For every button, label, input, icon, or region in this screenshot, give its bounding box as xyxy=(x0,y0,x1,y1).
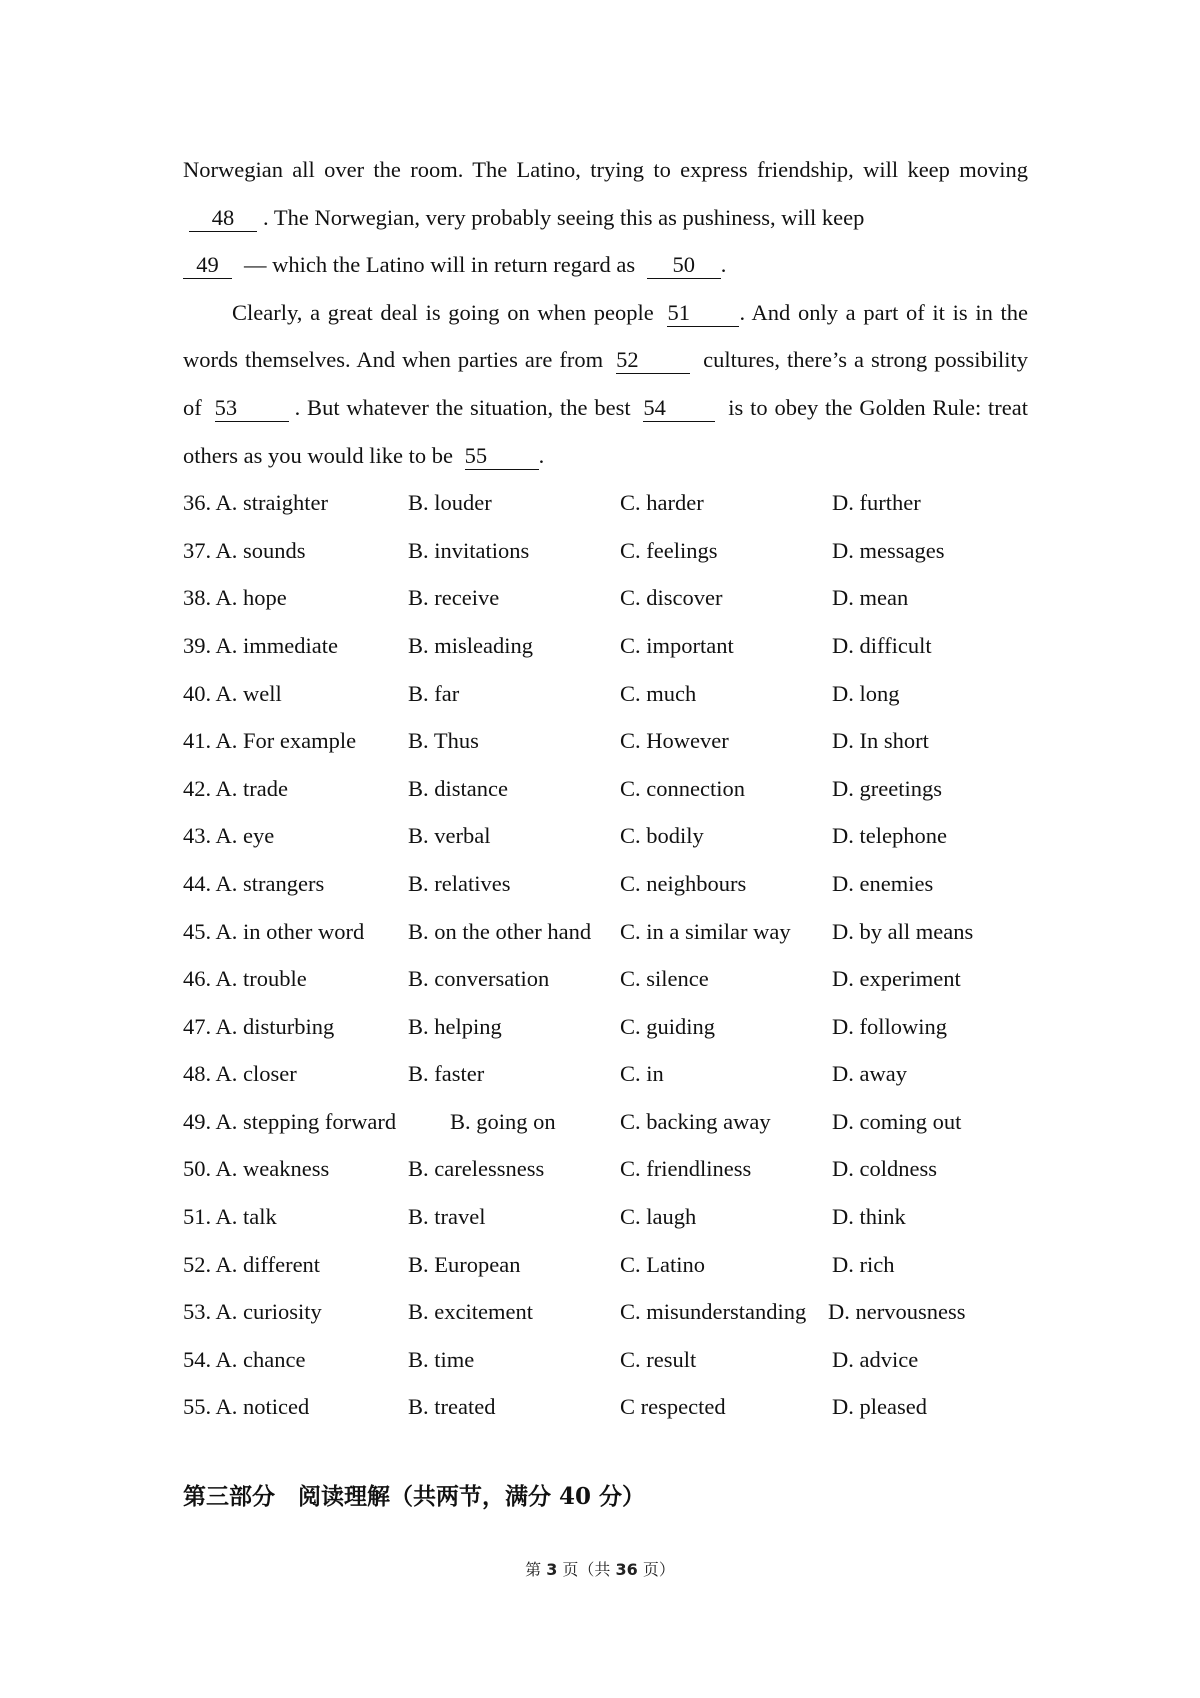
footer-suffix: 页） xyxy=(637,1560,675,1579)
option-b: B. conversation xyxy=(408,966,550,992)
option-d: D. telephone xyxy=(832,823,947,849)
option-d: D. pleased xyxy=(832,1394,927,1420)
footer-middle: 页（共 xyxy=(557,1560,616,1579)
option-b: B. receive xyxy=(408,585,500,611)
question-row xyxy=(183,1336,1028,1384)
question-row xyxy=(183,765,1028,813)
blank-53: 53 xyxy=(215,395,289,422)
option-a: 40. A. well xyxy=(183,680,282,706)
option-c: C. guiding xyxy=(620,1013,716,1039)
question-row xyxy=(183,1383,1028,1431)
option-c: C. silence xyxy=(620,966,709,992)
option-d: D. coldness xyxy=(832,1156,937,1182)
footer-page-number: 3 xyxy=(546,1560,558,1579)
option-d: D. enemies xyxy=(832,870,934,896)
blank-52: 52 xyxy=(616,347,690,374)
option-b: B. invitations xyxy=(408,537,530,563)
option-c: C. much xyxy=(620,680,697,706)
question-row xyxy=(183,1050,1028,1098)
option-b: B. European xyxy=(408,1251,521,1277)
option-c: C. misunderstanding xyxy=(620,1299,807,1325)
option-b: B. distance xyxy=(408,775,508,801)
passage-text: . The Norwegian, very probably seeing this as pushiness, will keep xyxy=(263,204,865,230)
passage-paragraph-2 xyxy=(183,289,1028,479)
option-c: C. result xyxy=(620,1346,697,1372)
option-b: B. going on xyxy=(450,1108,556,1134)
option-b: B. excitement xyxy=(408,1299,533,1325)
question-row xyxy=(183,955,1028,1003)
option-b: B. far xyxy=(408,680,460,706)
passage-text: . And only a part of it is in the words themselves. And when parties are from xyxy=(183,299,1028,373)
option-d: D. away xyxy=(832,1061,907,1087)
question-row xyxy=(183,670,1028,718)
option-a: 49. A. stepping forward xyxy=(183,1108,397,1134)
option-a: 41. A. For example xyxy=(183,728,357,754)
option-d: D. further xyxy=(832,490,921,516)
question-row xyxy=(183,1003,1028,1051)
option-c: C. However xyxy=(620,728,729,754)
option-a: 38. A. hope xyxy=(183,585,287,611)
option-c: C. discover xyxy=(620,585,723,611)
option-d: D. by all means xyxy=(832,918,974,944)
blank-49: 49 xyxy=(183,252,232,279)
passage-text: Clearly, a great deal is going on when people xyxy=(232,299,654,325)
option-a: 45. A. in other word xyxy=(183,918,365,944)
option-d: D. greetings xyxy=(832,775,942,801)
option-b: B. on the other hand xyxy=(408,918,592,944)
section-heading: 第三部分 阅读理解（共两节，满分 40 分） xyxy=(183,1483,646,1510)
question-row xyxy=(183,860,1028,908)
option-a: 54. A. chance xyxy=(183,1346,306,1372)
option-c: C. in a similar way xyxy=(620,918,791,944)
question-row xyxy=(183,574,1028,622)
option-b: B. misleading xyxy=(408,632,533,658)
option-a: 53. A. curiosity xyxy=(183,1299,322,1325)
option-a: 52. A. different xyxy=(183,1251,321,1277)
option-a: 42. A. trade xyxy=(183,775,288,801)
option-c: C. backing away xyxy=(620,1108,771,1134)
option-d: D. coming out xyxy=(832,1108,962,1134)
answer-options-list xyxy=(183,479,1028,1431)
passage-paragraph-1 xyxy=(183,146,1028,289)
option-b: B. time xyxy=(408,1346,475,1372)
question-row xyxy=(183,527,1028,575)
option-d: D. messages xyxy=(832,537,945,563)
option-b: B. travel xyxy=(408,1204,486,1230)
option-a: 55. A. noticed xyxy=(183,1394,310,1420)
option-b: B. Thus xyxy=(408,728,479,754)
option-c: C. in xyxy=(620,1061,664,1087)
question-row xyxy=(183,812,1028,860)
option-c: C. friendliness xyxy=(620,1156,752,1182)
option-d: D. experiment xyxy=(832,966,961,992)
option-a: 37. A. sounds xyxy=(183,537,306,563)
option-a: 43. A. eye xyxy=(183,823,275,849)
passage-text: . xyxy=(720,252,727,278)
question-row xyxy=(183,717,1028,765)
option-a: 39. A. immediate xyxy=(183,632,338,658)
option-a: 50. A. weakness xyxy=(183,1156,330,1182)
option-d: D. advice xyxy=(832,1346,919,1372)
passage-text: — which the Latino will in return regard as xyxy=(244,252,636,278)
question-row xyxy=(183,622,1028,670)
option-c: C. harder xyxy=(620,490,704,516)
option-d: D. rich xyxy=(832,1251,895,1277)
blank-50: 50 xyxy=(647,252,721,279)
option-d: D. following xyxy=(832,1013,947,1039)
option-d: D. difficult xyxy=(832,632,932,658)
option-d: D. think xyxy=(832,1204,906,1230)
footer-total-pages: 36 xyxy=(615,1560,638,1579)
passage-text: cultures, there’s a strong possibility of xyxy=(183,347,1028,420)
option-a: 47. A. disturbing xyxy=(183,1013,335,1039)
blank-54: 54 xyxy=(643,395,715,422)
option-b: B. helping xyxy=(408,1013,502,1039)
question-row xyxy=(183,1145,1028,1193)
option-c: C. important xyxy=(620,632,734,658)
passage-and-options xyxy=(183,146,1028,1431)
question-row xyxy=(183,1241,1028,1289)
question-row xyxy=(183,1288,1028,1336)
footer-prefix: 第 xyxy=(525,1560,547,1579)
question-row xyxy=(183,479,1028,527)
option-a: 44. A. strangers xyxy=(183,870,325,896)
option-d: D. mean xyxy=(832,585,909,611)
passage-text: Norwegian all over the room. The Latino, trying to express friendship, will keep moving xyxy=(183,157,1028,182)
option-d: D. nervousness xyxy=(828,1299,966,1325)
option-b: B. treated xyxy=(408,1394,496,1420)
option-a: 48. A. closer xyxy=(183,1061,297,1087)
option-c: C. feelings xyxy=(620,537,718,563)
option-d: D. long xyxy=(832,680,900,706)
blank-55: 55 xyxy=(465,443,539,470)
question-row xyxy=(183,1193,1028,1241)
page-footer xyxy=(0,1557,1200,1580)
option-c: C respected xyxy=(620,1394,726,1420)
option-c: C. neighbours xyxy=(620,870,747,896)
option-c: C. laugh xyxy=(620,1204,697,1230)
option-a: 36. A. straighter xyxy=(183,490,328,516)
option-b: B. verbal xyxy=(408,823,491,849)
option-b: B. faster xyxy=(408,1061,485,1087)
blank-51: 51 xyxy=(667,300,739,327)
option-a: 46. A. trouble xyxy=(183,966,307,992)
question-row xyxy=(183,1098,1028,1146)
passage-text: . But whatever the situation, the best xyxy=(294,394,631,420)
option-c: C. connection xyxy=(620,775,745,801)
passage-text: . xyxy=(538,442,545,468)
option-b: B. relatives xyxy=(408,870,511,896)
option-b: B. louder xyxy=(408,490,492,516)
question-row xyxy=(183,908,1028,956)
option-b: B. carelessness xyxy=(408,1156,545,1182)
option-a: 51. A. talk xyxy=(183,1204,277,1230)
option-d: D. In short xyxy=(832,728,929,754)
option-c: C. Latino xyxy=(620,1251,705,1277)
option-c: C. bodily xyxy=(620,823,704,849)
passage-text: is to obey the Golden Rule: treat others as you would like to be xyxy=(183,394,1028,468)
blank-48: 48 xyxy=(189,205,257,232)
